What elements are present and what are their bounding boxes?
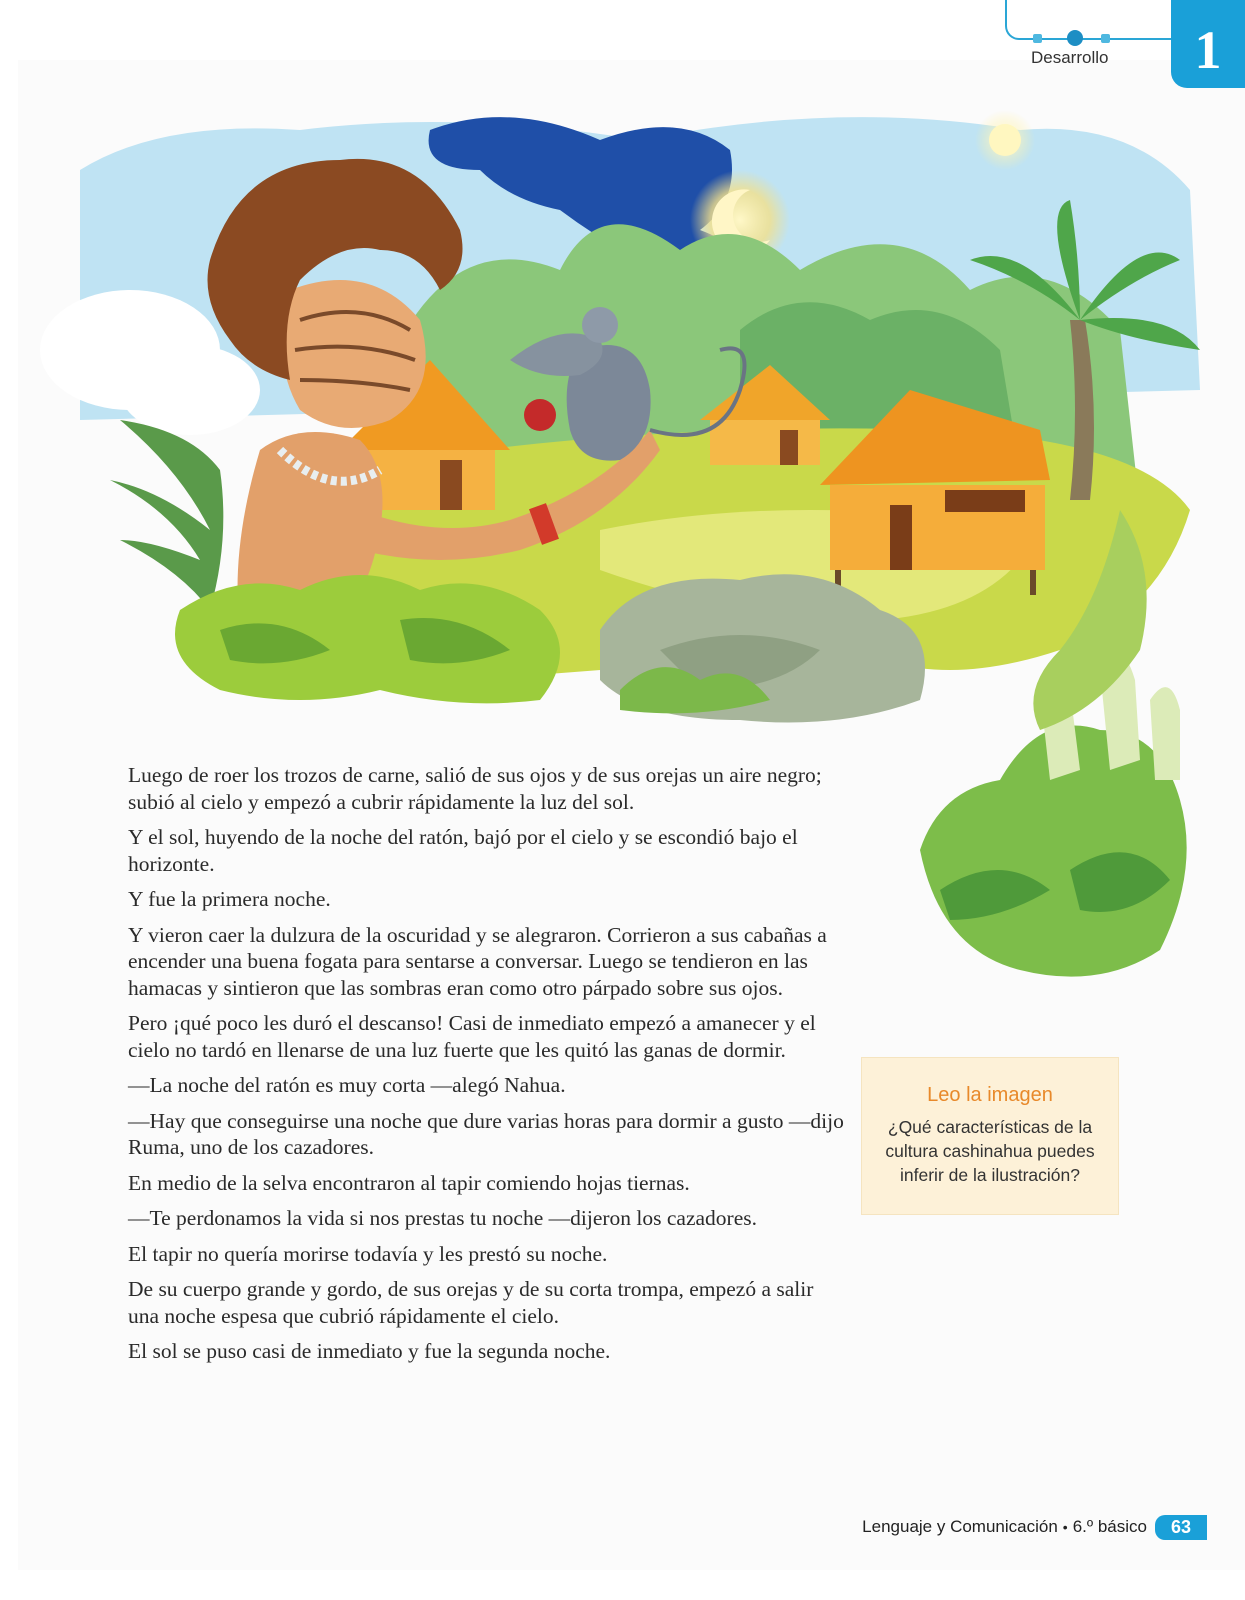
- palm-frond-left: [110, 420, 223, 610]
- paragraph: —Te perdonamos la vida si nos prestas tu noche —dijeron los cazadores.: [128, 1206, 757, 1230]
- progress-dot-icon: [1101, 34, 1110, 43]
- paragraph: En medio de la selva encontraron al tapir comiendo hojas tiernas.: [128, 1170, 690, 1195]
- paragraph: De su cuerpo grande y gordo, de sus orejas y de su corta trompa, empezó a salir una noche espesa que cubrió rápidamente el cielo.: [128, 1277, 814, 1328]
- paragraph: Y el sol, huyendo de la noche del ratón, bajó por el cielo y se escondió bajo el horizonte.: [128, 825, 798, 876]
- header-tab: [1005, 0, 1245, 90]
- paragraph: Luego de roer los trozos de carne, salió de sus ojos y de sus orejas un aire negro; subió al cielo y empezó a cubrir rápidamente la luz del sol.: [128, 763, 822, 814]
- image-reading-note: [862, 1058, 1118, 1214]
- paragraph: —Hay que conseguirse una noche que dure varias horas para dormir a gusto —dijo Ruma, uno de los cazadores.: [128, 1108, 844, 1159]
- note-question: ¿Qué características de la cultura cashinahua puedes inferir de la ilustración?: [885, 1117, 1095, 1185]
- mouse-ear: [582, 307, 618, 343]
- story-text: [128, 762, 848, 1374]
- paragraph: El sol se puso casi de inmediato y fue la segunda noche.: [128, 1339, 611, 1363]
- paragraph: —La noche del ratón es muy corta —alegó Nahua.: [128, 1073, 566, 1097]
- paragraph: Y vieron caer la dulzura de la oscuridad y se alegraron. Corrieron a sus cabañas a encender una buena fogata para sentarse a conversar. Luego se tendieron en las hamacas y sintieron que las sombras eran como otro párpado sobre sus ojos.: [128, 922, 827, 1000]
- section-label: Desarrollo: [1031, 48, 1109, 67]
- paragraph: Pero ¡qué poco les duró el descanso! Casi de inmediato empezó a amanecer y el cielo no tardó en llenarse de una luz fuerte que les quitó las ganas de dormir.: [128, 1011, 816, 1062]
- meat-piece: [524, 399, 556, 431]
- unit-number-badge: 1: [1171, 0, 1245, 88]
- note-title: Leo la imagen: [927, 1084, 1053, 1106]
- bullet-separator-icon: •: [1062, 1519, 1068, 1535]
- progress-dot-icon: [1033, 34, 1042, 43]
- header-tab-line: [1005, 0, 1182, 40]
- paragraph: El tapir no quería morirse todavía y les prestó su noche.: [128, 1241, 608, 1266]
- sun-icon: [989, 124, 1021, 156]
- paragraph: Y fue la primera noche.: [128, 887, 331, 911]
- cloud: [120, 345, 260, 435]
- footer-subject: Lenguaje y Comunicación: [862, 1517, 1058, 1536]
- progress-dot-current-icon: [1067, 30, 1083, 46]
- page-number: 63: [1155, 1515, 1207, 1540]
- page-footer: [862, 1513, 1207, 1541]
- footer-grade: 6.º básico: [1072, 1517, 1147, 1536]
